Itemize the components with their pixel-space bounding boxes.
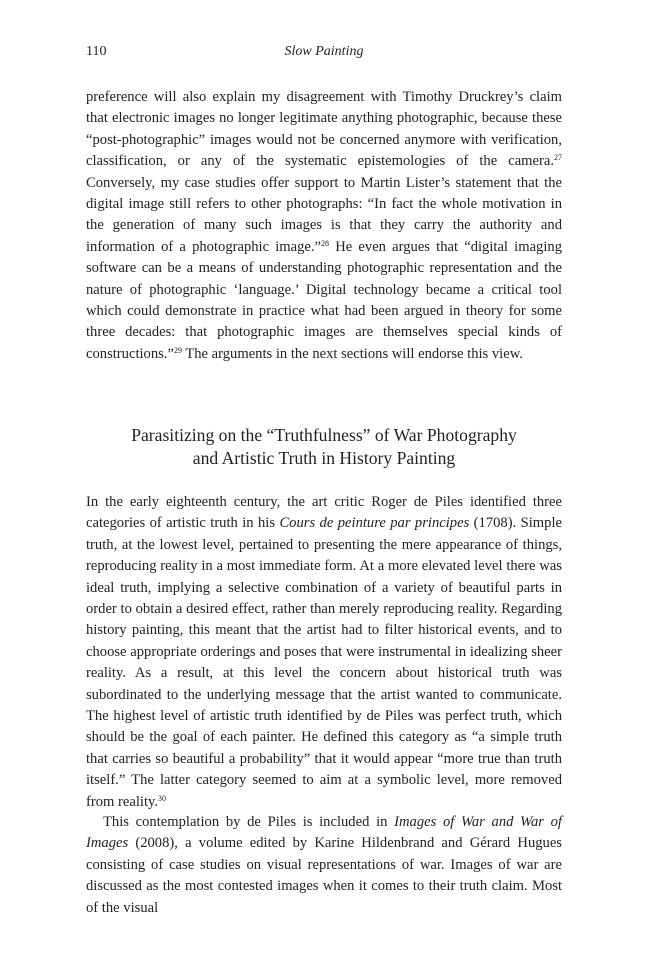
section-heading-line-2: and Artistic Truth in History Painting	[192, 448, 456, 468]
footnote-ref-29[interactable]: 29	[173, 345, 182, 355]
paragraph-2-text-a: In the early eighteenth century, the art critic Roger de Piles identified three categories of artistic truth in his	[86, 494, 562, 532]
paragraph-1-text-b: Conversely, my case studies offer support to Martin Lister’s statement that the digital image still refers to other photographs: “In fact the whole motivation in the generation of many such images is that they carry the authority and information of a photographic image.”	[86, 174, 562, 255]
running-head	[86, 44, 562, 64]
paragraph-1-text-d: The arguments in the next sections will endorse this view.	[181, 345, 523, 362]
cited-work-title: Cours de peinture par principes	[279, 515, 470, 532]
book-title: Slow Painting	[284, 44, 364, 59]
paragraph-1-text-a: preference will also explain my disagreement with Timothy Druckrey’s claim that electronic images no longer legitimate anything photographic, because these “post-photographic” images would not be concerned anymore with verification, classification, or any of the systematic epistemologies of the camera.	[86, 89, 562, 170]
paragraph-2	[86, 492, 562, 813]
paragraph-2-text-b: (1708). Simple truth, at the lowest level, pertained to presenting the mere appearance of things, reproducing reality in a most immediate form. At a more elevated level there was ideal truth, implying a selective combination of a variety of beautiful parts in order to obtain a desired effect, rather than merely reproducing reality. Regarding history painting, this meant that the artist had to filter historical events, and to choose appropriate orderings and poses that were instrumental in idealizing sheer reality. As a result, at this level the concern about historical truth was subordinated to the underlying message that the artist wanted to communicate. The highest level of artistic truth identified by de Piles was perfect truth, which should be the goal of each painter. He defined this category as “a simple truth that carries so beautiful a probability” that it would appear “more true than truth itself.” The latter category seemed to aim at a symbolic level, more removed from reality.	[86, 515, 562, 810]
paragraph-3-text-a: This contemplation by de Piles is included in	[103, 814, 395, 830]
section-heading	[86, 424, 562, 470]
cited-volume-title: Images of War and War of Images	[86, 814, 562, 852]
footnote-ref-30[interactable]: 30	[158, 793, 166, 803]
paragraph-1-text-c: He even argues that “digital imaging software can be a means of understanding photographic representation and the nature of photographic ‘language.’ Digital technology became a critical tool which could demonstrate in practice what had been argued in theory for some three decades: that photographic images are themselves special kinds of constructions.”	[86, 238, 562, 362]
paragraph-3	[86, 812, 562, 919]
paragraph-3-text-b: (2008), a volume edited by Karine Hildenbrand and Gérard Hugues consisting of case studies on visual representations of war. Images of war are discussed as the most contested images when it comes to their truth claim. Most of the visual	[86, 835, 562, 916]
footnote-ref-27[interactable]: 27	[554, 153, 562, 163]
page-number: 110	[86, 44, 107, 59]
paragraph-1	[86, 87, 562, 365]
footnote-ref-28[interactable]: 28	[321, 238, 330, 248]
section-heading-line-1: Parasitizing on the “Truthfulness” of War Photography	[131, 425, 517, 445]
